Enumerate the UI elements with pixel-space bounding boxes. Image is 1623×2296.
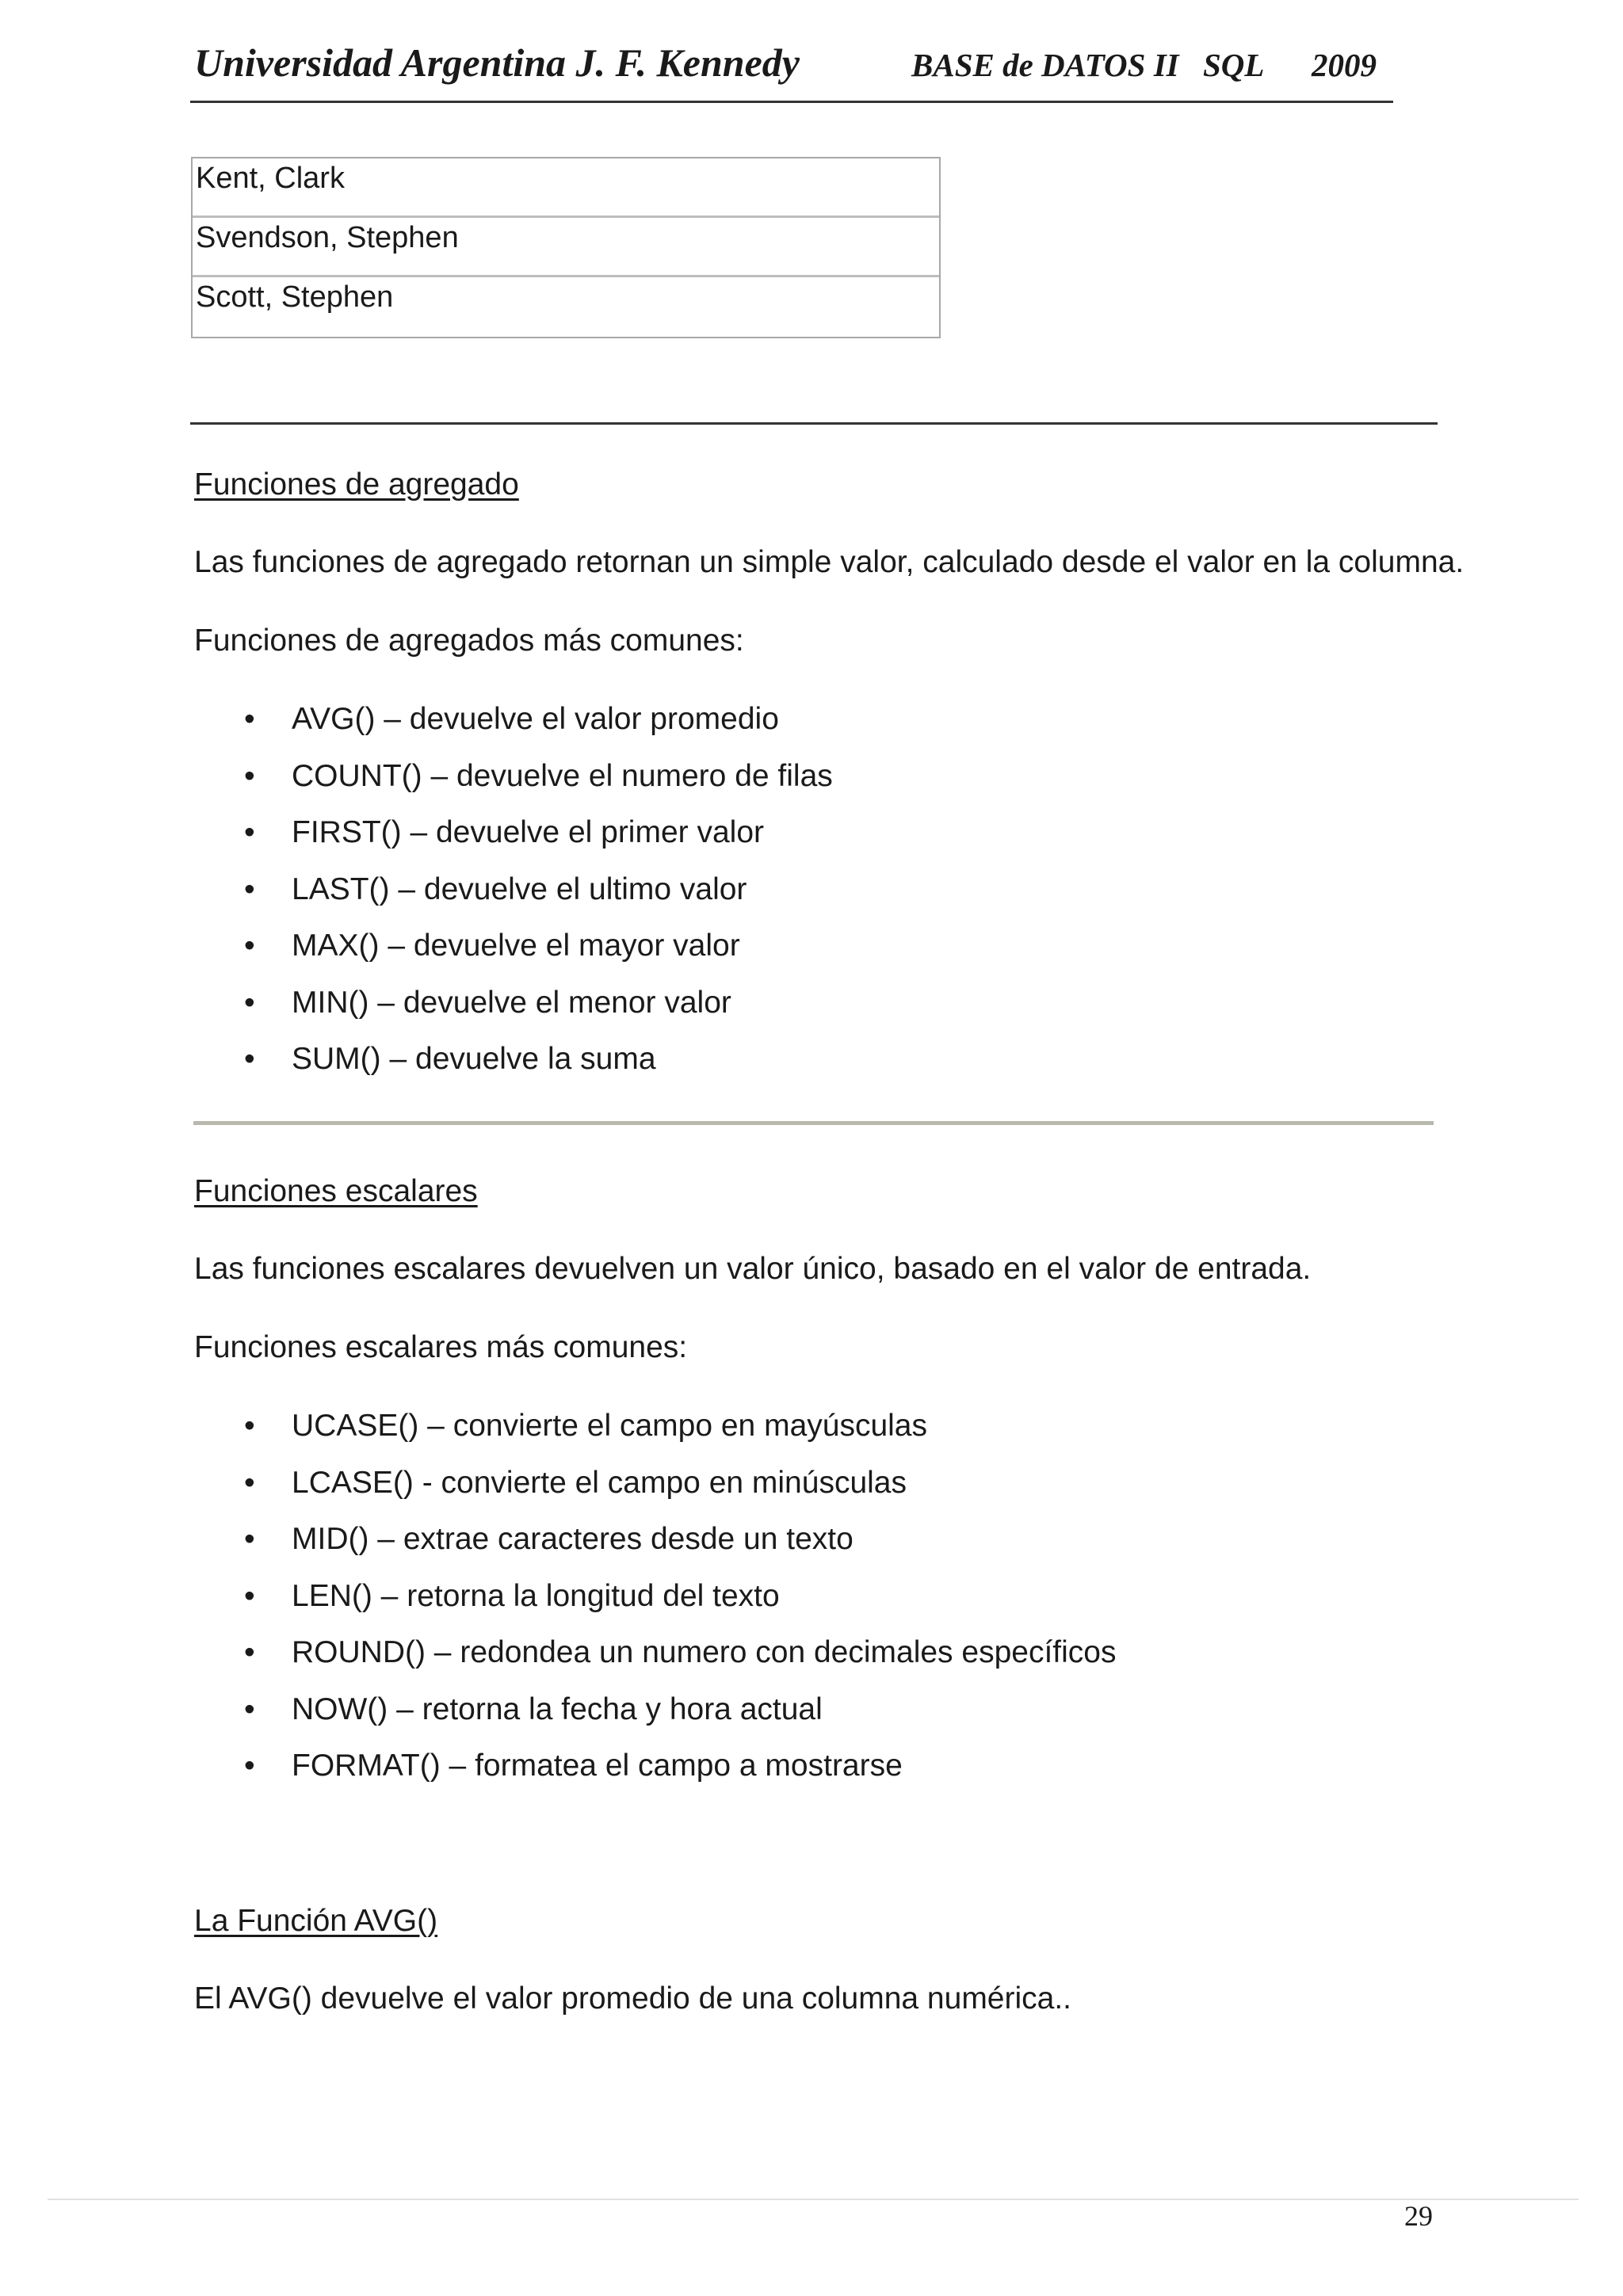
avg-section-title: La Función AVG() <box>194 1904 438 1938</box>
table-row: Scott, Stephen <box>196 280 394 314</box>
list-item-text: LAST() – devuelve el ultimo valor <box>292 871 747 906</box>
list-item <box>241 983 1430 1040</box>
list-item-text: SUM() – devuelve la suma <box>292 1042 656 1076</box>
bullet-icon: • <box>244 1749 255 1783</box>
list-item-text: MIN() – devuelve el menor valor <box>292 985 731 1020</box>
bullet-icon: • <box>244 1465 255 1500</box>
list-item <box>241 870 1430 927</box>
aggregate-description: Las funciones de agregado retornan un simple valor, calculado desde el valor en la columna. <box>194 545 1465 579</box>
footer-divider <box>48 2199 1579 2200</box>
bullet-icon: • <box>244 985 255 1020</box>
list-item-text: LEN() – retorna la longitud del texto <box>292 1578 780 1613</box>
list-item <box>241 1577 1430 1634</box>
bullet-icon: • <box>244 1042 255 1076</box>
header-university: Universidad Argentina J. F. Kennedy <box>194 40 800 85</box>
bullet-icon: • <box>244 1635 255 1669</box>
scalar-intro: Funciones escalares más comunes: <box>194 1330 688 1364</box>
list-item <box>241 1520 1430 1577</box>
list-item <box>241 700 1430 757</box>
section-divider <box>193 1121 1434 1125</box>
header-language: SQL <box>1203 47 1265 83</box>
bullet-icon: • <box>244 1409 255 1443</box>
bullet-icon: • <box>244 1522 255 1556</box>
bullet-icon: • <box>244 1578 255 1613</box>
list-item <box>241 1039 1430 1097</box>
header-year: 2009 <box>1312 47 1377 83</box>
aggregate-function-list <box>241 700 1430 1097</box>
list-item <box>241 1406 1430 1463</box>
list-item-text: UCASE() – convierte el campo en mayúsculas <box>292 1409 927 1443</box>
list-item <box>241 1633 1430 1690</box>
section-divider <box>190 422 1438 425</box>
table-row: Svendson, Stephen <box>193 218 939 277</box>
list-item <box>241 926 1430 983</box>
scalar-description: Las funciones escalares devuelven un valor único, basado en el valor de entrada. <box>194 1252 1312 1286</box>
avg-description: El AVG() devuelve el valor promedio de una columna numérica.. <box>194 1981 1072 2016</box>
scalar-function-list <box>241 1406 1430 1803</box>
bullet-icon: • <box>244 758 255 793</box>
list-item-text: ROUND() – redondea un numero con decimales específicos <box>292 1635 1117 1669</box>
list-item-text: NOW() – retorna la fecha y hora actual <box>292 1691 823 1726</box>
bullet-icon: • <box>244 815 255 849</box>
list-item <box>241 1690 1430 1747</box>
header-divider <box>190 101 1393 103</box>
names-table <box>191 157 941 338</box>
list-item <box>241 813 1430 870</box>
scalar-section-title: Funciones escalares <box>194 1174 478 1208</box>
header-course: BASE de DATOS II <box>911 47 1179 83</box>
list-item-text: COUNT() – devuelve el numero de filas <box>292 758 833 793</box>
table-row: Kent, Clark <box>193 158 939 218</box>
list-item <box>241 757 1430 814</box>
bullet-icon: • <box>244 1691 255 1726</box>
list-item-text: AVG() – devuelve el valor promedio <box>292 702 779 736</box>
page-number: 29 <box>1404 2200 1433 2232</box>
list-item-text: MAX() – devuelve el mayor valor <box>292 929 740 963</box>
bullet-icon: • <box>244 702 255 736</box>
list-item <box>241 1746 1430 1803</box>
list-item-text: LCASE() - convierte el campo en minúsculas <box>292 1465 907 1500</box>
list-item-text: FORMAT() – formatea el campo a mostrarse <box>292 1749 903 1783</box>
list-item-text: FIRST() – devuelve el primer valor <box>292 815 765 849</box>
bullet-icon: • <box>244 871 255 906</box>
bullet-icon: • <box>244 929 255 963</box>
list-item-text: MID() – extrae caracteres desde un texto <box>292 1522 854 1556</box>
list-item <box>241 1463 1430 1520</box>
aggregate-section-title: Funciones de agregado <box>194 467 519 502</box>
aggregate-intro: Funciones de agregados más comunes: <box>194 624 744 658</box>
